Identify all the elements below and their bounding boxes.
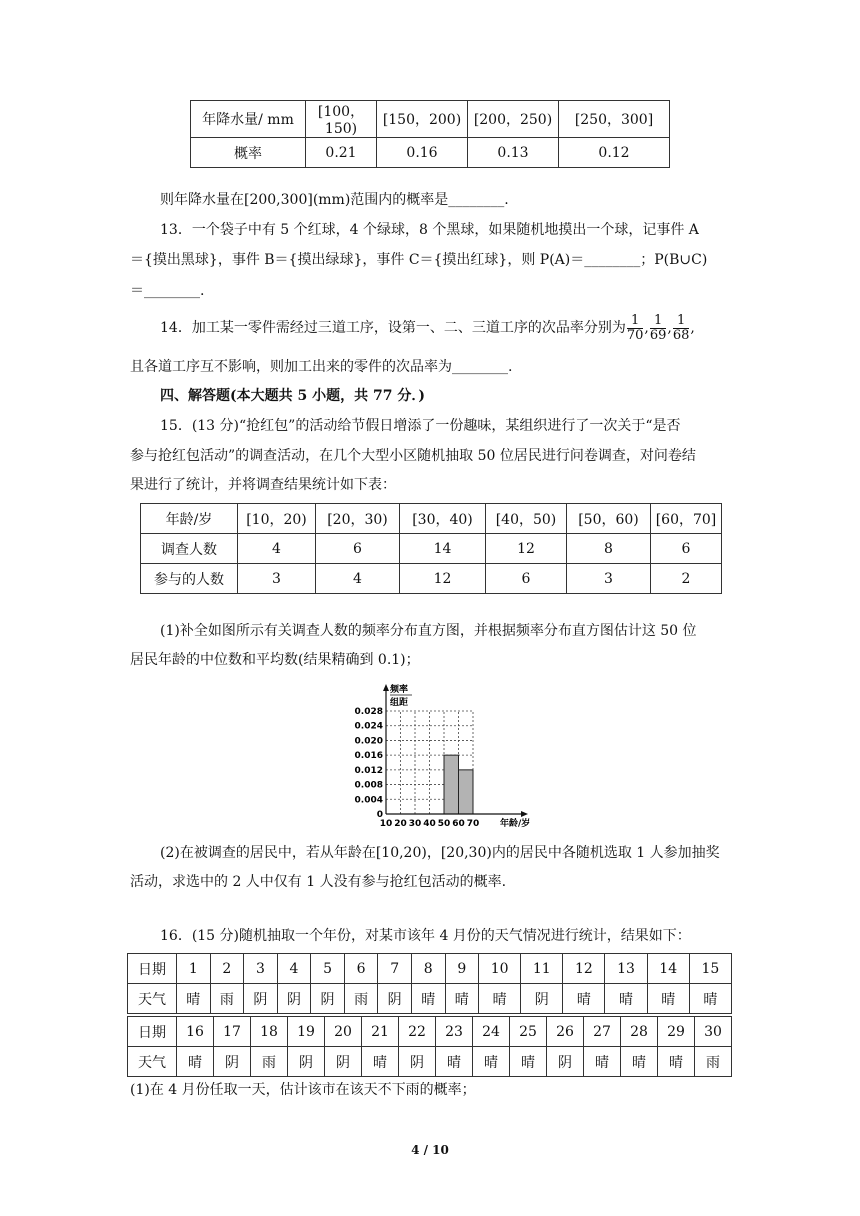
table-cell: 雨: [251, 1047, 288, 1077]
table-cell: 25: [510, 1017, 547, 1047]
table-header: [60，70]: [651, 504, 722, 534]
table-cell: 10: [479, 954, 521, 984]
table-cell: 15: [689, 954, 731, 984]
section-heading: 四、解答题(本大题共 5 小题，共 77 分．): [160, 388, 425, 404]
table-cell: 21: [362, 1017, 399, 1047]
x-tick-label: 30: [408, 819, 422, 829]
table-cell: 30: [695, 1017, 732, 1047]
table-cell: 晴: [563, 984, 605, 1014]
table-cell: 3: [244, 954, 278, 984]
table-header: [30，40): [400, 504, 486, 534]
x-axis-arrow: [521, 811, 528, 817]
table-cell: 7: [378, 954, 412, 984]
table-header: [50，60): [567, 504, 651, 534]
table-cell: 雨: [344, 984, 378, 1014]
table-cell: 晴: [689, 984, 731, 1014]
table-cell: 14: [400, 534, 486, 564]
fraction: $\frac{1}{69}$: [649, 312, 667, 343]
table-cell: 12: [400, 564, 486, 594]
table-cell: 晴: [473, 1047, 510, 1077]
table-cell: 雨: [210, 984, 244, 1014]
table-cell: 阴: [547, 1047, 584, 1077]
table-header: 年龄/岁: [141, 504, 238, 534]
table-cell: 晴: [605, 984, 647, 1014]
table-cell: 雨: [695, 1047, 732, 1077]
q16-intro: 16．(15 分)随机抽取一个年份，对某市该年 4 月份的天气情况进行统计，结果如下：: [160, 928, 691, 944]
table-row-label: 概率: [191, 138, 306, 168]
rain-probability-table: [190, 100, 670, 168]
x-tick-label: 40: [423, 819, 436, 829]
x-tick-label: 10: [379, 819, 393, 829]
y-axis-label-top: 频率: [390, 685, 409, 695]
table-cell: 13: [605, 954, 647, 984]
table-cell: 19: [288, 1017, 325, 1047]
table-cell: 晴: [445, 984, 479, 1014]
fraction: $\frac{1}{70}$: [626, 312, 644, 343]
table-cell: 4: [238, 534, 316, 564]
table-cell: 2: [651, 564, 722, 594]
table-cell: 5: [311, 954, 345, 984]
table-cell: 晴: [479, 984, 521, 1014]
table-header: [150，200): [377, 101, 468, 138]
y-tick-label: 0.004: [354, 795, 383, 806]
q14-line2: 且各道工序互不影响，则加工出来的零件的次品率为________.: [130, 359, 513, 375]
q16-part1: (1)在 4 月份任取一天，估计该市在该天不下雨的概率；: [130, 1082, 476, 1098]
table-cell: 6: [316, 534, 400, 564]
table-cell: 阴: [325, 1047, 362, 1077]
table-cell: 晴: [411, 984, 445, 1014]
histogram-bar: [459, 770, 474, 814]
x-tick-label: 20: [394, 819, 407, 829]
table-header: 年降水量/ mm: [191, 101, 306, 138]
y-tick-label: 0.008: [354, 780, 383, 791]
table-cell: 阴: [277, 984, 311, 1014]
table-cell: 阴: [399, 1047, 436, 1077]
table-cell: 阴: [288, 1047, 325, 1077]
table-cell: 3: [567, 564, 651, 594]
q15-part1-line2: 居民年龄的中位数和平均数(结果精确到 0.1)；: [130, 652, 420, 668]
table-cell: 29: [658, 1017, 695, 1047]
x-tick-label: 70: [466, 819, 480, 829]
frequency-histogram: [348, 680, 538, 830]
page-number: 4 / 10: [411, 1143, 449, 1157]
table-cell: 14: [647, 954, 689, 984]
table-cell: 晴: [362, 1047, 399, 1077]
table-cell: 27: [584, 1017, 621, 1047]
table-cell: 0.12: [559, 138, 670, 168]
q15-line2: 参与抢红包活动”的调查活动，在几个大型小区随机抽取 50 位居民进行问卷调查，对问卷结: [130, 448, 696, 464]
table-header: [100，150): [306, 101, 377, 138]
table-cell: 0.13: [468, 138, 559, 168]
q15-part2-line1: (2)在被调查的居民中，若从年龄在[10,20)，[20,30)内的居民中各随机选取 1 人参加抽奖: [160, 845, 720, 861]
table-cell: 12: [563, 954, 605, 984]
y-tick-label: 0.028: [354, 707, 383, 717]
table-row-label: 天气: [128, 984, 177, 1014]
table-cell: 晴: [647, 984, 689, 1014]
histogram-bar: [444, 755, 459, 814]
table-cell: 晴: [621, 1047, 658, 1077]
y-axis-arrow: [383, 684, 389, 691]
x-tick-label: 60: [452, 819, 465, 829]
survey-table: [140, 503, 722, 594]
table-cell: 18: [251, 1017, 288, 1047]
table-cell: 晴: [510, 1047, 547, 1077]
table-header: [200，250): [468, 101, 559, 138]
table-cell: 4: [316, 564, 400, 594]
table-row-label: 日期: [128, 1017, 177, 1047]
q13-line1: 13．一个袋子中有 5 个红球，4 个绿球，8 个黑球，如果随机地摸出一个球，记事件 A: [160, 222, 699, 238]
weather-table-2: [127, 1016, 732, 1077]
table-header: [250，300]: [559, 101, 670, 138]
y-tick-label: 0.016: [354, 751, 383, 762]
weather-table-1: [127, 953, 732, 1014]
table-cell: 阴: [311, 984, 345, 1014]
table-row-label: 调查人数: [141, 534, 238, 564]
table-cell: 阴: [521, 984, 563, 1014]
q14-line1: 14．加工某一零件需经过三道工序，设第一、二、三道工序的次品率分别为 $\frac{1}{70}$ , $\frac{1}{69}$ , $\frac{1}{68}$ ,: [160, 312, 695, 343]
y-tick-label: 0.020: [354, 736, 383, 747]
y-tick-label: 0.024: [354, 721, 383, 732]
table-cell: 晴: [584, 1047, 621, 1077]
table-header: [40，50): [486, 504, 567, 534]
q14-text: 14．加工某一零件需经过三道工序，设第一、二、三道工序的次品率分别为: [160, 320, 626, 336]
table-cell: 28: [621, 1017, 658, 1047]
table-cell: 3: [238, 564, 316, 594]
table-cell: 26: [547, 1017, 584, 1047]
table-header: [10，20): [238, 504, 316, 534]
fraction: $\frac{1}{68}$: [672, 312, 690, 343]
table-cell: 2: [210, 954, 244, 984]
table-cell: 0.21: [306, 138, 377, 168]
table-cell: 晴: [658, 1047, 695, 1077]
table-cell: 6: [651, 534, 722, 564]
table-row-label: 参与的人数: [141, 564, 238, 594]
table-row-label: 日期: [128, 954, 177, 984]
q15-part2-line2: 活动，求选中的 2 人中仅有 1 人没有参与抢红包活动的概率.: [130, 874, 507, 890]
table-cell: 16: [177, 1017, 214, 1047]
q12-text: 则年降水量在[200,300](mm)范围内的概率是________.: [160, 192, 509, 208]
table-cell: 24: [473, 1017, 510, 1047]
table-header: [20，30): [316, 504, 400, 534]
table-cell: 晴: [436, 1047, 473, 1077]
table-row-label: 天气: [128, 1047, 177, 1077]
q13-line3: ＝________.: [130, 283, 205, 299]
q15-line1: 15．(13 分)“抢红包”的活动给节假日增添了一份趣味，某组织进行了一次关于“是否: [160, 418, 681, 434]
q15-line3: 果进行了统计，并将调查结果统计如下表：: [130, 477, 396, 493]
table-cell: 8: [411, 954, 445, 984]
table-cell: 1: [177, 954, 211, 984]
y-axis-label-bottom: 组距: [390, 698, 409, 708]
table-cell: 阴: [378, 984, 412, 1014]
y-tick-label: 0.012: [354, 765, 383, 776]
table-cell: 6: [486, 564, 567, 594]
table-cell: 9: [445, 954, 479, 984]
x-axis-label: 年龄/岁: [500, 819, 531, 829]
table-cell: 11: [521, 954, 563, 984]
table-cell: 6: [344, 954, 378, 984]
y-tick-label: 0: [376, 810, 383, 820]
table-cell: 23: [436, 1017, 473, 1047]
table-cell: 晴: [177, 1047, 214, 1077]
table-cell: 12: [486, 534, 567, 564]
q13-line2: ＝{摸出黑球}，事件 B＝{摸出绿球}，事件 C＝{摸出红球}，则 P(A)＝________；P(B∪C): [130, 252, 708, 268]
table-cell: 8: [567, 534, 651, 564]
table-cell: 阴: [244, 984, 278, 1014]
table-cell: 阴: [214, 1047, 251, 1077]
q15-part1-line1: (1)补全如图所示有关调查人数的频率分布直方图，并根据频率分布直方图估计这 50 位: [160, 623, 697, 639]
table-cell: 20: [325, 1017, 362, 1047]
table-cell: 22: [399, 1017, 436, 1047]
table-cell: 4: [277, 954, 311, 984]
x-tick-label: 50: [437, 819, 451, 829]
table-cell: 晴: [177, 984, 211, 1014]
table-cell: 0.16: [377, 138, 468, 168]
table-cell: 17: [214, 1017, 251, 1047]
